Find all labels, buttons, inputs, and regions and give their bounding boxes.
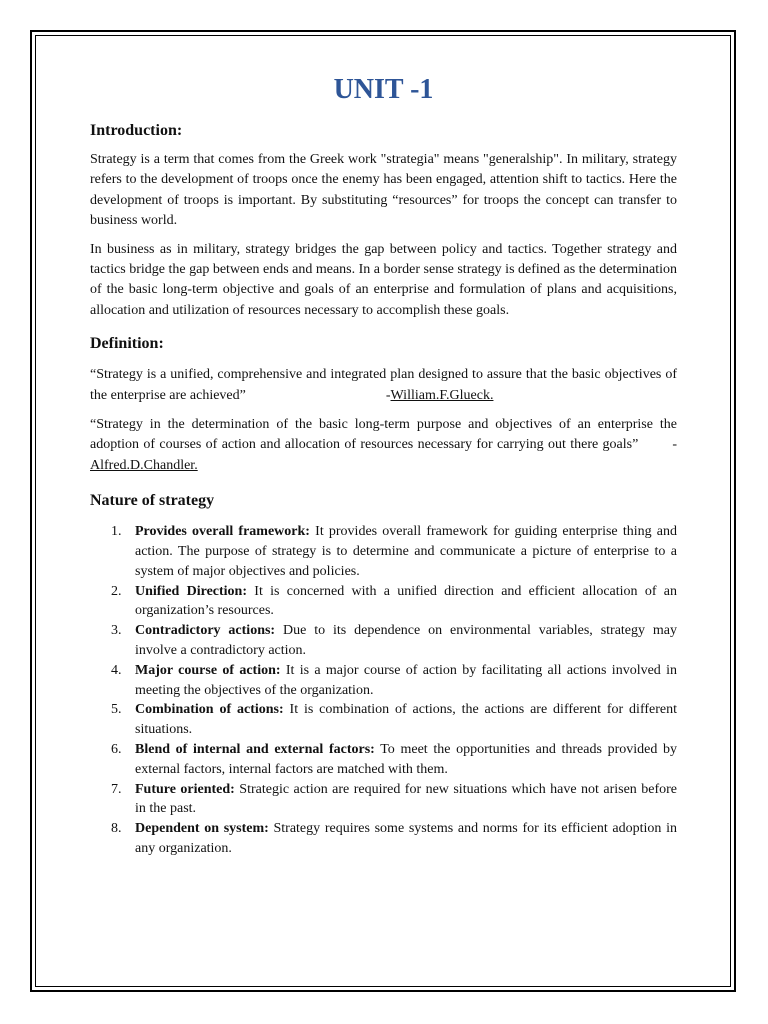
- definition-quote-2: [90, 415, 677, 476]
- quote-author: Alfred.D.Chandler.: [90, 457, 198, 473]
- list-item-term: Provides overall framework:: [135, 524, 310, 540]
- page-title: UNIT -1: [333, 74, 434, 105]
- list-item-number: 3.: [111, 623, 122, 639]
- list-item-text: It is combination of actions, the actions are different for different situations.: [135, 702, 678, 738]
- quote-text: “Strategy is a unified, comprehensive and integrated plan designed to assure that the basic objectives of the enterprise are achieved”: [90, 367, 677, 403]
- list-item-term: Dependent on system:: [135, 821, 269, 837]
- list-item: [90, 522, 677, 581]
- list-item: [90, 740, 677, 780]
- list-item-number: 7.: [111, 781, 122, 797]
- list-item-term: Future oriented:: [135, 781, 235, 797]
- definition-quote-1: [90, 365, 677, 406]
- list-item: [90, 780, 677, 820]
- introduction-paragraph-1: Strategy is a term that comes from the Greek work "strategia" means "generalship". In military, strategy refers to the development of troops once the enemy has been engaged, attention shift to tactics. Here the development of troops is important. By substituting “resources” for troops the concept can transfer to business world.: [90, 152, 677, 229]
- list-item-term: Unified Direction:: [135, 583, 248, 599]
- list-item-number: 2.: [111, 583, 122, 599]
- list-item-text: It is concerned with a unified direction and efficient allocation of an organization’s resources.: [135, 583, 677, 619]
- list-item-number: 4.: [111, 662, 122, 678]
- list-item-number: 1.: [111, 524, 122, 540]
- list-item-text: It provides overall framework for guiding enterprise thing and action. The purpose of strategy is to determine and communicate a picture of enterprise to a system of major objectives and policies.: [135, 524, 677, 579]
- quote-text: “Strategy in the determination of the basic long-term purpose and objectives of an enterprise the adoption of courses of action and allocation of resources necessary for carrying out there goals”: [90, 417, 677, 453]
- list-item-term: Contradictory actions:: [135, 623, 276, 639]
- list-item-text: It is a major course of action by facilitating all actions involved in meeting the objectives of the organization.: [135, 662, 677, 698]
- document-body: [90, 70, 677, 859]
- quote-author: William.F.Glueck.: [390, 387, 494, 403]
- definition-heading: Definition:: [90, 335, 164, 353]
- list-item: [90, 661, 677, 701]
- list-item: [90, 819, 677, 859]
- list-item-term: Blend of internal and external factors:: [135, 742, 375, 758]
- nature-list: [90, 522, 677, 859]
- nature-heading: Nature of strategy: [90, 492, 215, 510]
- introduction-paragraph-2: In business as in military, strategy bridges the gap between policy and tactics. Together strategy and tactics bridge the gap between ends and means. In a border sense strategy is defined as the determination of the basic long-term objective and goals of an enterprise and formulation of plans and acquisitions, allocation and utilization of resources necessary to accomplish these goals.: [90, 241, 678, 318]
- quote-dash: -: [385, 387, 391, 403]
- list-item: [90, 700, 677, 740]
- list-item-term: Major course of action:: [135, 662, 281, 678]
- list-item-text: Strategy requires some systems and norms for its efficient adoption in any organization.: [135, 821, 677, 857]
- list-item-number: 5.: [111, 702, 122, 718]
- list-item-number: 6.: [111, 742, 122, 758]
- list-item-text: To meet the opportunities and threads provided by external factors, internal factors are matched with them.: [135, 742, 678, 777]
- list-item-term: Combination of actions:: [135, 702, 284, 718]
- quote-dash: -: [672, 437, 677, 453]
- list-item: [90, 582, 677, 622]
- list-item-text: Due to its dependence on environmental variables, strategy may involve a contradictory action.: [135, 623, 678, 659]
- list-item-text: Strategic action are required for new situations which have not arisen before in the past.: [135, 781, 677, 817]
- list-item: [90, 621, 677, 661]
- list-item-number: 8.: [111, 821, 122, 837]
- introduction-heading: Introduction:: [90, 122, 183, 139]
